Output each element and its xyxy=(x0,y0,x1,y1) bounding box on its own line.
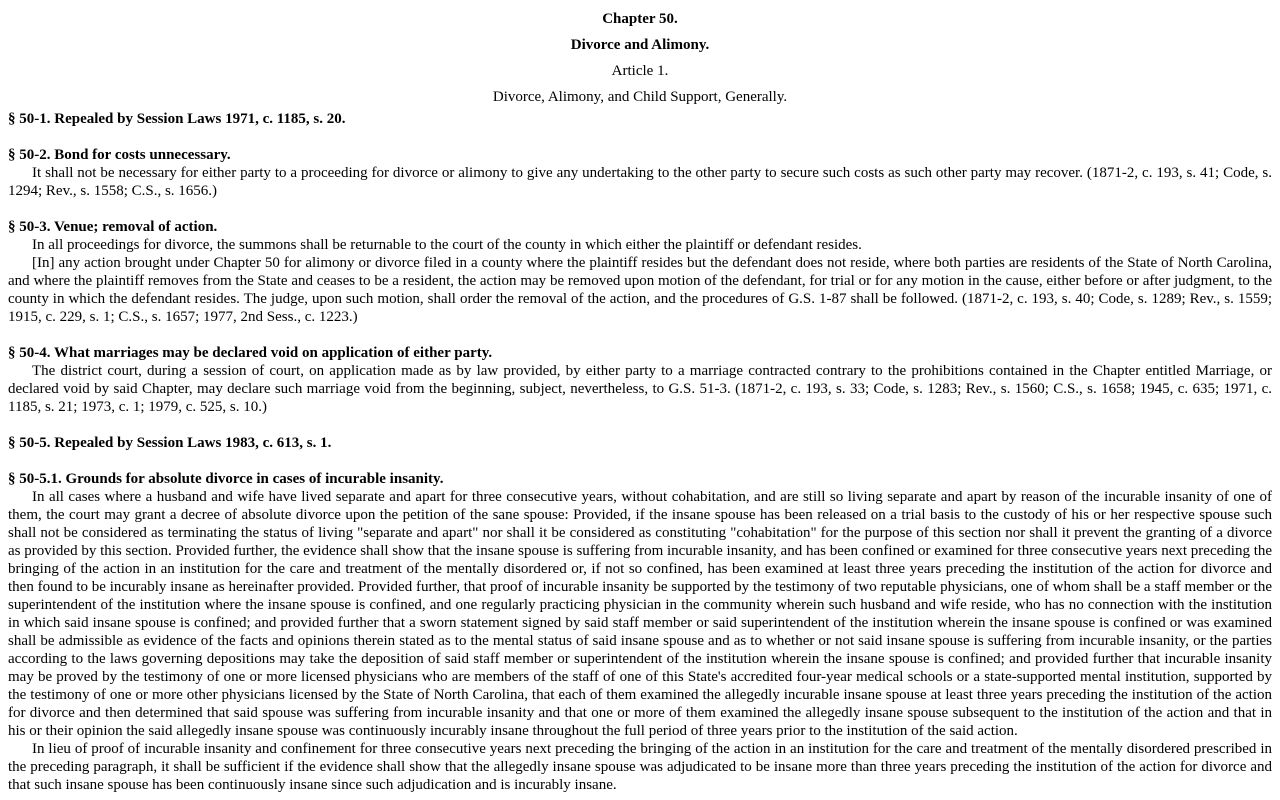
section-paragraph: It shall not be necessary for either party to a proceeding for divorce or alimony to give any undertaking to the other party to secure such costs as such other party may recover. (1871-2, c. 193, s. 41; Code, s. 1294; Rev., s. 1558; C.S., s. 1656.) xyxy=(8,165,1272,199)
section-paragraph: The district court, during a session of court, on application made as by law provided, by either party to a marriage contracted contrary to the prohibitions contained in the Chapter entitled Marriage, or declared void by said Chapter, may declare such marriage void from the beginning, subject, nevertheless, to G.S. 51-3. (1871-2, c. 193, s. 33; Code, s. 1283; Rev., s. 1560; C.S., s. 1658; 1945, c. 635; 1971, c. 1185, s. 21; 1973, c. 1; 1979, c. 525, s. 10.) xyxy=(8,363,1272,415)
section-title: § 50-4. What marriages may be declared void on application of either party. xyxy=(8,345,493,361)
section-paragraph: In all proceedings for divorce, the summons shall be returnable to the court of the county in which either the plaintiff or defendant resides. xyxy=(32,237,862,253)
statute-section xyxy=(8,146,1272,200)
statute-section xyxy=(8,110,1272,128)
section-paragraph: [In] any action brought under Chapter 50 for alimony or divorce filed in a county where the plaintiff resides but the defendant does not reside, where both parties are residents of the State of North Carolina, and where the plaintiff removes from the State and ceases to be a resident, the action may be removed upon motion of the defendant, for trial or for any motion in the cause, either before or after judgment, to the county in which the defendant resides. The judge, upon such motion, shall order the removal of the action, and the procedures of G.S. 1-87 shall be followed. (1871-2, c. 193, s. 40; Code, s. 1289; Rev., s. 1559; 1915, c. 229, s. 1; C.S., s. 1657; 1977, 2nd Sess., c. 1223.) xyxy=(8,255,1272,325)
section-title: § 50-3. Venue; removal of action. xyxy=(8,219,218,235)
statute-section xyxy=(8,470,1272,794)
chapter-title: Divorce and Alimony. xyxy=(570,37,710,53)
statute-section xyxy=(8,344,1272,416)
section-title: § 50-2. Bond for costs unnecessary. xyxy=(8,147,231,163)
statute-section xyxy=(8,218,1272,326)
sections-container xyxy=(8,110,1272,794)
article-heading: Article 1. xyxy=(611,63,669,79)
section-title: § 50-1. Repealed by Session Laws 1971, c. 1185, s. 20. xyxy=(8,111,346,127)
section-title: § 50-5.1. Grounds for absolute divorce in cases of incurable insanity. xyxy=(8,471,444,487)
article-title: Divorce, Alimony, and Child Support, Generally. xyxy=(492,89,788,105)
statute-section xyxy=(8,434,1272,452)
section-title: § 50-5. Repealed by Session Laws 1983, c. 613, s. 1. xyxy=(8,435,332,451)
section-paragraph: In all cases where a husband and wife have lived separate and apart for three consecutive years, without cohabitation, and are still so living separate and apart by reason of the incurable insanity of one of them, the court may grant a decree of absolute divorce upon the petition of the sane spouse: Provided, if the insane spouse has been released on a trial basis to the custody of his or her respective spouse such shall not be considered as terminating the status of living "separate and apart" nor shall it be considered as constituting "cohabitation" for the purpose of this section nor shall it prevent the granting of a divorce as provided by this section. Provided further, the evidence shall show that the insane spouse is suffering from incurable insanity, and has been confined or examined for three consecutive years next preceding the bringing of the action in an institution for the care and treatment of the mentally disordered or, if not so confined, has been examined at least three years preceding the institution of the action for divorce and then found to be incurably insane as hereinafter provided. Provided further, that proof of incurable insanity be supported by the testimony of two reputable physicians, one of whom shall be a staff member or the superintendent of the institution where the insane spouse is confined, and one regularly practicing physician in the community wherein such husband and wife reside, who has no connection with the institution in which said insane spouse is confined; and provided further that a sworn statement signed by said staff member or said superintendent of the institution wherein the insane spouse is confined or was examined shall be admissible as evidence of the facts and opinions therein stated as to the mental status of said insane spouse and as to whether or not said insane spouse is suffering from incurable insanity, or the parties according to the laws governing depositions may take the deposition of said staff member or superintendent of the institution wherein the insane spouse is confined; and provided further that incurable insanity may be proved by the testimony of one or more licensed physicians who are members of the staff of one of this State's accredited four-year medical schools or a state-supported mental institution, supported by the testimony of one or more other physicians licensed by the State of North Carolina, that each of them examined the allegedly incurable insane spouse at least three years preceding the institution of the action for divorce and then determined that said spouse was suffering from incurable insanity and that one or more of them examined the allegedly insane spouse subsequent to the institution of the action and that in his or their opinion the said allegedly insane spouse was continuously incurably insane throughout the full period of three years prior to the institution of the said action. xyxy=(8,489,1273,739)
chapter-heading: Chapter 50. xyxy=(602,11,678,27)
section-paragraph: In lieu of proof of incurable insanity and confinement for three consecutive years next preceding the bringing of the action in an institution for the care and treatment of the mentally disordered prescribed in the preceding paragraph, it shall be sufficient if the evidence shall show that the allegedly insane spouse was adjudicated to be insane more than three years preceding the institution of the action for divorce and that such insane spouse has been continuously insane since such adjudication and is incurably insane. xyxy=(8,741,1272,793)
